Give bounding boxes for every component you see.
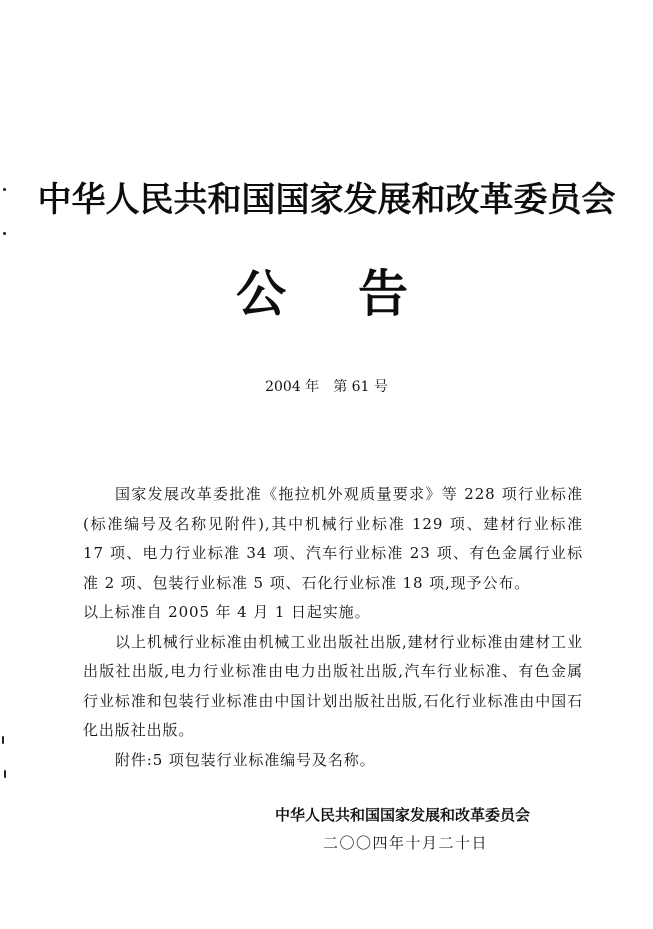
binding-hole-mark [2, 736, 4, 744]
doc-year: 2004 年 [265, 379, 320, 395]
paragraph-attachment: 附件:5 项包装行业标准编号及名称。 [115, 750, 376, 769]
doc-type-char-gao: 告 [358, 264, 408, 323]
paragraph-publishers: 以上机械行业标准由机械工业出版社出版,建材行业标准由建材工业出版社出版,电力行业标准由电力出版社出版,汽车行业标准、有色金属行业标准和包装行业标准由中国计划出版社出版,石化行业标准由中国石化出版社出版。 [83, 632, 583, 739]
binding-hole-mark [4, 770, 6, 778]
doc-type-char-gong: 公 [236, 264, 286, 323]
paragraph-effective-date: 以上标准自 2005 年 4 月 1 日起实施。 [83, 603, 371, 621]
signature-date: 二〇〇四年十月二十日 [323, 834, 489, 852]
doc-serial-number: 第 61 号 [333, 379, 388, 395]
issuer-title: 中华人民共和国国家发展和改革委员会 [37, 180, 616, 220]
paragraph-approval [83, 480, 583, 598]
signature-organization: 中华人民共和国国家发展和改革委员会 [275, 806, 531, 824]
paragraph-approval-text: 国家发展改革委批准《拖拉机外观质量要求》等 228 项行业标准(标准编号及名称见附件),其中机械行业标准 129 项、建材行业标准 17 项、电力行业标准 34 项、汽车行业标准 23 项、有色金属行业标准 2 项、包装行业标准 5 项、石化行业标准 18 项,现予公布。 [83, 485, 583, 592]
binding-hole-mark [3, 188, 6, 191]
binding-hole-mark [3, 232, 6, 235]
document-number [0, 377, 653, 397]
announcement-body [83, 480, 583, 775]
